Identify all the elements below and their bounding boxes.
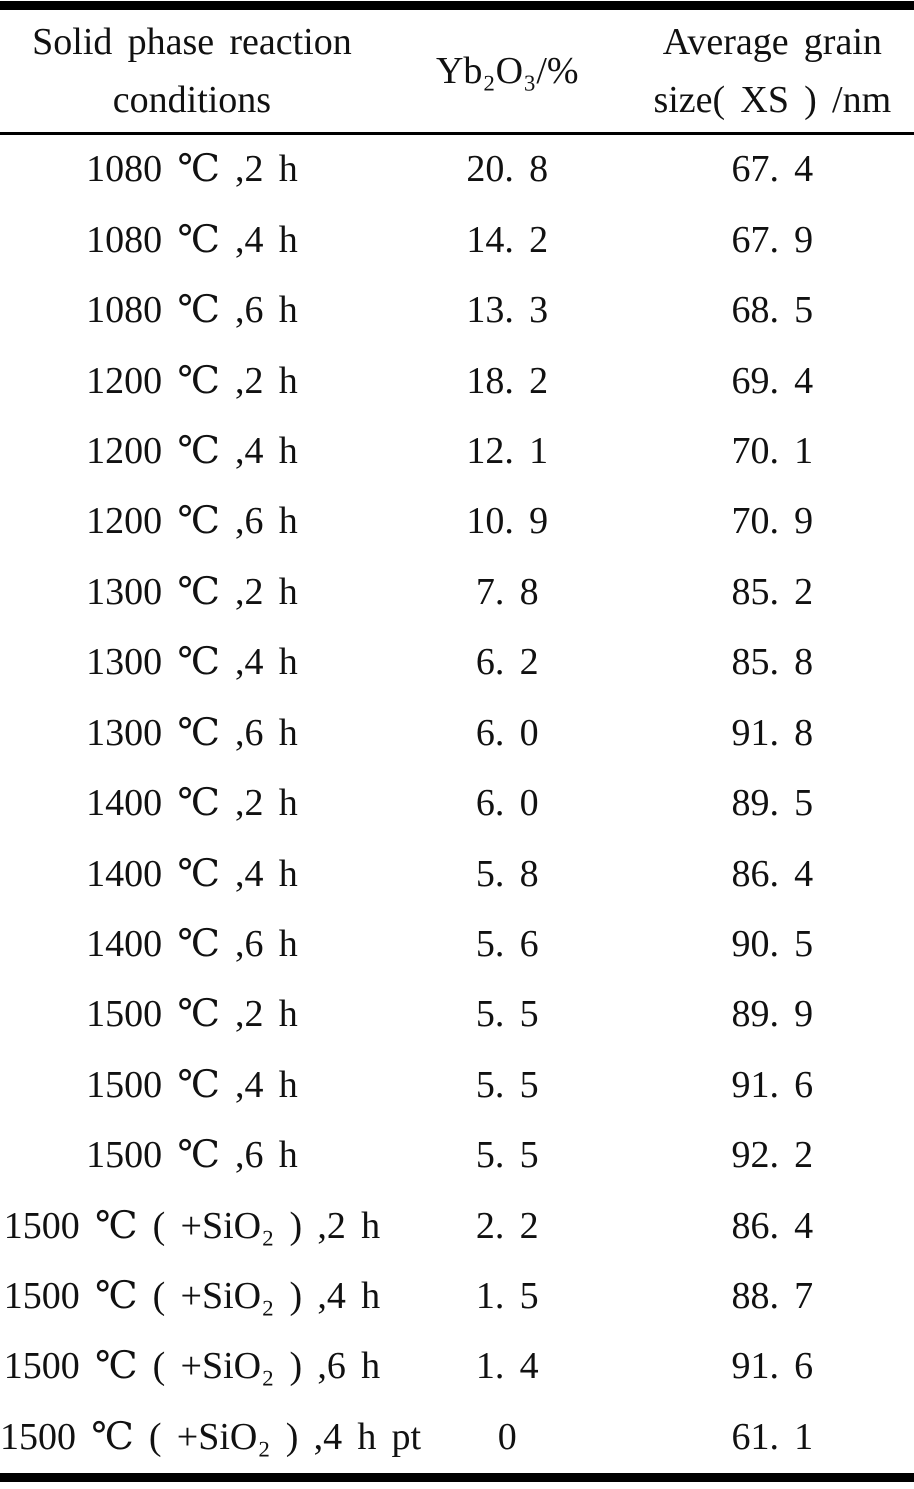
- yb2o3-cell: 5. 8: [475, 852, 539, 895]
- yb2o3-cell: 18. 2: [466, 359, 549, 402]
- yb2o3-cell: 13. 3: [466, 289, 549, 332]
- table-row: [0, 980, 914, 1050]
- grain-size-cell: 92. 2: [731, 1134, 814, 1177]
- table-row: [0, 276, 914, 346]
- yb2o3-cell: 14. 2: [466, 218, 549, 261]
- grain-size-cell: 61. 1: [731, 1415, 814, 1458]
- yb2o3-cell: 20. 8: [466, 148, 549, 191]
- yb2o3-cell: 5. 6: [475, 922, 539, 965]
- table-row: [0, 1403, 914, 1473]
- condition-cell: 1200 ℃ ,4 h: [86, 430, 298, 472]
- condition-cell: 1500 ℃ ( +SiO₂ ) ,4 h: [3, 1275, 381, 1318]
- yb2o3-cell: 1. 4: [475, 1345, 539, 1388]
- grain-size-cell: 70. 1: [731, 430, 814, 472]
- grain-size-cell: 86. 4: [731, 1204, 814, 1247]
- yb2o3-cell: 12. 1: [466, 430, 549, 472]
- table-row: [0, 839, 914, 909]
- grain-size-cell: 91. 8: [731, 711, 814, 754]
- table-row: [0, 910, 914, 980]
- table-body: [0, 135, 914, 1473]
- condition-cell: 1500 ℃ ( +SiO₂ ) ,4 h pt: [0, 1415, 422, 1458]
- condition-cell: 1080 ℃ ,2 h: [86, 148, 298, 191]
- condition-cell: 1080 ℃ ,6 h: [86, 289, 298, 332]
- grain-size-cell: 89. 5: [731, 782, 814, 825]
- condition-cell: 1500 ℃ ,2 h: [86, 993, 298, 1036]
- grain-size-cell: 68. 5: [731, 289, 814, 332]
- condition-cell: 1300 ℃ ,4 h: [86, 641, 298, 684]
- table-row: [0, 346, 914, 416]
- grain-size-cell: 70. 9: [731, 500, 814, 543]
- condition-cell: 1400 ℃ ,4 h: [86, 852, 298, 895]
- condition-cell: 1300 ℃ ,2 h: [86, 570, 298, 613]
- table-row: [0, 698, 914, 768]
- yb2o3-cell: 5. 5: [475, 1063, 539, 1106]
- yb2o3-cell: 7. 8: [475, 570, 539, 613]
- header-conditions-line1: Solid phase reaction: [32, 21, 352, 63]
- yb2o3-cell: 2. 2: [475, 1204, 539, 1247]
- grain-size-cell: 67. 9: [731, 218, 814, 261]
- header-grain-size: [631, 13, 914, 129]
- condition-cell: 1300 ℃ ,6 h: [86, 711, 298, 754]
- table-bottom-border: [0, 1473, 914, 1482]
- table-row: [0, 417, 914, 487]
- table-row: [0, 1332, 914, 1402]
- table-row: [0, 628, 914, 698]
- condition-cell: 1500 ℃ ,4 h: [86, 1063, 298, 1106]
- yb2o3-cell: 1. 5: [475, 1275, 539, 1318]
- grain-size-cell: 85. 2: [731, 570, 814, 613]
- table-row: [0, 769, 914, 839]
- table-top-border: [0, 1, 914, 10]
- table-header-row: [0, 10, 914, 132]
- grain-size-cell: 67. 4: [731, 148, 814, 191]
- table-row: [0, 1050, 914, 1120]
- condition-cell: 1500 ℃ ( +SiO₂ ) ,2 h: [3, 1204, 381, 1247]
- yb2o3-cell: 6. 0: [475, 782, 539, 825]
- yb2o3-cell: 5. 5: [475, 1134, 539, 1177]
- yb2o3-cell: 5. 5: [475, 993, 539, 1036]
- table-row: [0, 558, 914, 628]
- condition-cell: 1400 ℃ ,2 h: [86, 782, 298, 825]
- grain-size-cell: 88. 7: [731, 1275, 814, 1318]
- yb2o3-cell: 6. 0: [475, 711, 539, 754]
- table-row: [0, 135, 914, 205]
- yb2o3-cell: 0: [497, 1415, 517, 1458]
- table-row: [0, 1262, 914, 1332]
- yb2o3-cell: 10. 9: [466, 500, 549, 543]
- table-row: [0, 1191, 914, 1261]
- grain-size-cell: 69. 4: [731, 359, 814, 402]
- header-conditions-line2: conditions: [112, 79, 272, 121]
- header-grain-size-line2: size( XS ) /nm: [653, 79, 892, 121]
- table-row: [0, 205, 914, 275]
- table-row: [0, 487, 914, 557]
- header-yb2o3-label: Yb₂O₃/%: [435, 50, 579, 92]
- header-conditions: [0, 13, 384, 129]
- grain-size-cell: 90. 5: [731, 922, 814, 965]
- header-grain-size-line1: Average grain: [662, 21, 882, 63]
- grain-size-cell: 86. 4: [731, 852, 814, 895]
- condition-cell: 1500 ℃ ( +SiO₂ ) ,6 h: [3, 1345, 381, 1388]
- grain-size-cell: 91. 6: [731, 1063, 814, 1106]
- grain-size-cell: 89. 9: [731, 993, 814, 1036]
- condition-cell: 1400 ℃ ,6 h: [86, 922, 298, 965]
- condition-cell: 1500 ℃ ,6 h: [86, 1134, 298, 1177]
- condition-cell: 1080 ℃ ,4 h: [86, 218, 298, 261]
- header-yb2o3: [384, 42, 631, 100]
- table-row: [0, 1121, 914, 1191]
- condition-cell: 1200 ℃ ,2 h: [86, 359, 298, 402]
- yb2o3-cell: 6. 2: [475, 641, 539, 684]
- grain-size-cell: 91. 6: [731, 1345, 814, 1388]
- condition-cell: 1200 ℃ ,6 h: [86, 500, 298, 543]
- grain-size-cell: 85. 8: [731, 641, 814, 684]
